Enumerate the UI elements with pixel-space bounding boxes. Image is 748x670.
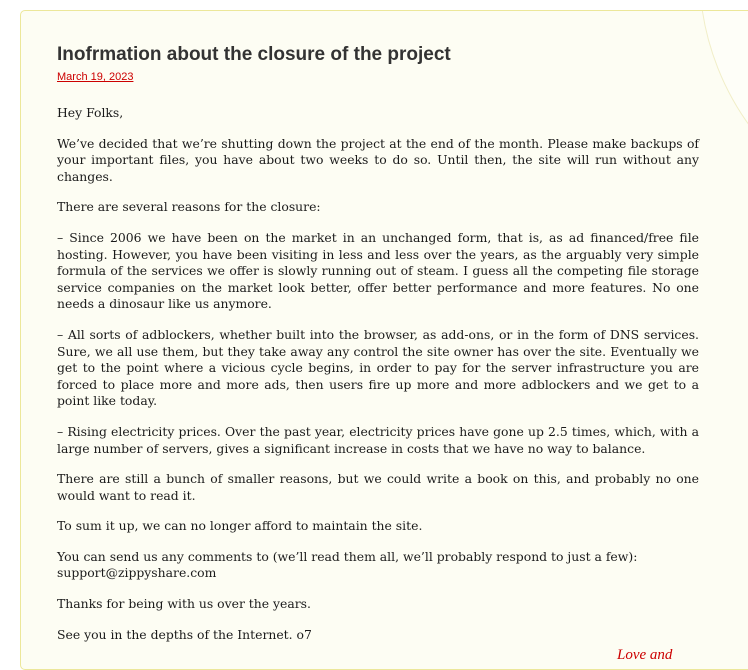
announcement-paragraph: We’ve decided that we’re shutting down the project at the end of the month. Please make backups of your important files, you have about two weeks to do so. Until then, the site will run without any changes. [57,135,699,184]
contact-paragraph [57,549,699,582]
reasons-intro-paragraph: There are several reasons for the closure: [57,199,321,215]
reason-electricity-paragraph: – Rising electricity prices. Over the past year, electricity prices have gone up 2.5 times, which, with a large number of servers, gives a significant increase in costs that we have no way to balance. [57,423,699,456]
post-body [57,105,699,643]
contact-text: You can send us any comments to (we’ll read them all, we’ll probably respond to just a few): [57,548,638,564]
post-date-link[interactable]: March 19, 2023 [57,71,134,83]
smaller-reasons-paragraph: There are still a bunch of smaller reasons, but we could write a book on this, and probably no one would want to read it. [57,471,699,503]
announcement-card [20,10,748,670]
summary-paragraph: To sum it up, we can no longer afford to maintain the site. [57,518,423,534]
reason-market-paragraph: – Since 2006 we have been on the market in an unchanged form, that is, as ad financed/free file hosting. However, you have been visiting in less and less over the years, as the arguably very simple formula of the services we offer is slowly running out of steam. I guess all the competing file storage service companies on the market look better, offer better performance and more features. No one needs a dinosaur like us anymore. [57,229,699,312]
thanks-paragraph: Thanks for being with us over the years. [57,596,311,612]
support-email: support@zippyshare.com [57,565,217,581]
greeting-paragraph: Hey Folks, [57,105,124,120]
reason-adblockers-paragraph: – All sorts of adblockers, whether built into the browser, as add-ons, or in the form of DNS services. Sure, we all use them, but they take away any control the site owner has over the site. Eventually we get to the point where a vicious cycle begins, in order to pay for the server infrastructure you are forced to place more and more ads, then users fire up more and more adblockers and we get to a point like today. [57,326,699,409]
post-title: Inofrmation about the closure of the project [57,44,451,65]
post-content [57,43,699,657]
farewell-paragraph: See you in the depths of the Internet. o7 [57,626,312,642]
decorative-arc [699,10,748,233]
signature: Love and [617,647,673,663]
